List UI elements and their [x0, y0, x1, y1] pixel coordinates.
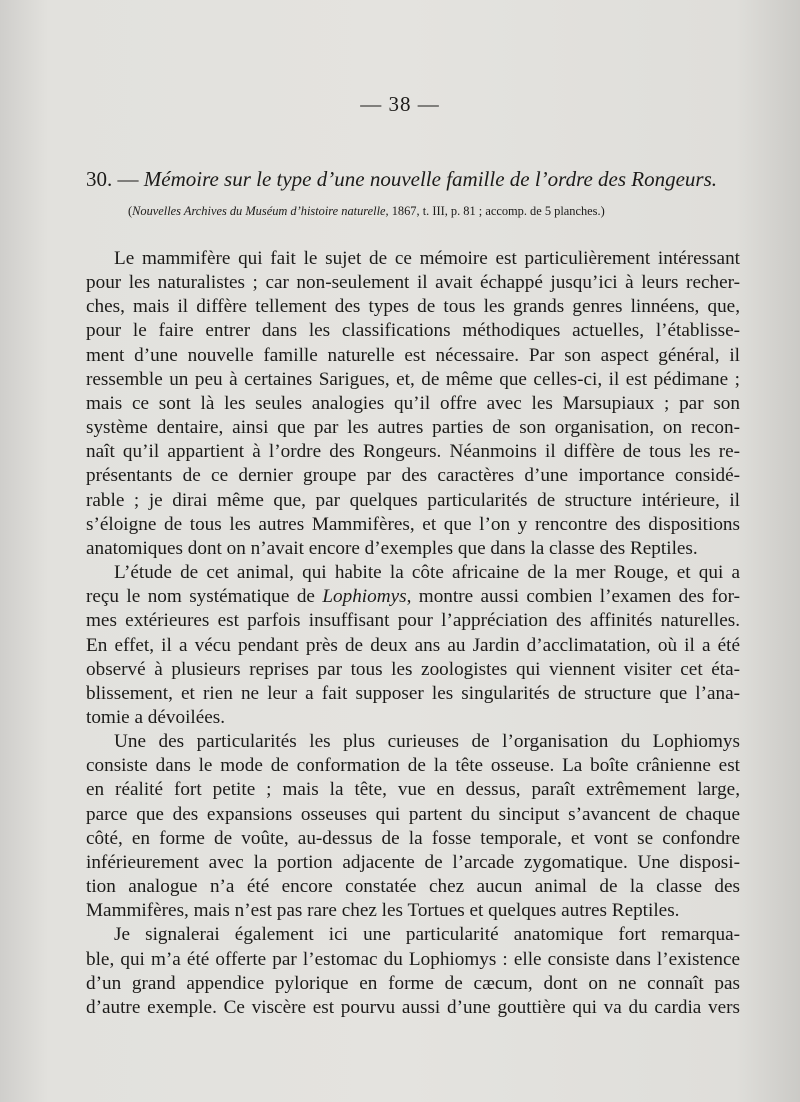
- text-line: observé à plusieurs reprises par tous les zoologistes qui viennent visiter cet éta-: [86, 658, 740, 680]
- text-line: présentants de ce dernier groupe par des caractères d’une importance considé-: [86, 465, 740, 487]
- citation: [128, 204, 605, 219]
- text-line: pour le faire entrer dans les classifications méthodiques actuelles, l’établisse-: [86, 320, 740, 342]
- text-line: système dentaire, ainsi que par les autres parties de son organisation, on recon-: [86, 417, 740, 439]
- paragraph: [86, 561, 740, 730]
- text-line: En effet, il a vécu pendant près de deux ans au Jardin d’acclimatation, où il a été: [86, 634, 740, 656]
- text-line: s’éloigne de tous les autres Mammifères, et que l’on y rencontre des dispositions: [86, 513, 740, 535]
- text-line: Une des particularités les plus curieuses de l’organisation du Lophiomys: [114, 731, 740, 753]
- text-line: L’étude de cet animal, qui habite la côte africaine de la mer Rouge, et qui a: [114, 562, 740, 584]
- text-line: reçu le nom systématique de Lophiomys, montre aussi combien l’examen des for-: [86, 586, 740, 608]
- text-line: parce que des expansions osseuses qui partent du sinciput s’avancent de chaque: [86, 803, 740, 825]
- entry-number: 30. —: [86, 167, 139, 191]
- citation-details: 1867, t. III, p. 81 ; accomp. de 5 planches.): [388, 204, 605, 218]
- paragraph: [86, 923, 740, 1020]
- text-line: ches, mais il diffère tellement des types de tous les grands genres linnéens, que,: [86, 296, 740, 318]
- text-line: d’un grand appendice pylorique en forme de cæcum, dont on ne connaît pas: [86, 972, 740, 994]
- text-line: consiste dans le mode de conformation de la tête osseuse. La boîte crânienne est: [86, 755, 740, 777]
- text-line: pour les naturalistes ; car non-seulement il avait échappé jusqu’ici à leurs recher-: [86, 272, 740, 294]
- text-line: inférieurement avec la portion adjacente de l’arcade zygomatique. Une disposi-: [86, 851, 740, 873]
- body-text: [86, 247, 740, 1020]
- text-line: ble, qui m’a été offerte par l’estomac du Lophiomys : elle consiste dans l’existence: [86, 948, 740, 970]
- paragraph: [86, 247, 740, 561]
- entry-heading: [86, 167, 726, 192]
- text-line: naît qu’il appartient à l’ordre des Rongeurs. Néanmoins il diffère de tous les re-: [86, 441, 740, 463]
- text-line: d’autre exemple. Ce viscère est pourvu aussi d’une gouttière qui va du cardia vers: [86, 996, 740, 1018]
- text-line: anatomiques dont on n’avait encore d’exemples que dans la classe des Reptiles.: [86, 537, 698, 559]
- text-line: tion analogue n’a été encore constatée chez aucun animal de la classe des: [86, 876, 740, 898]
- text-line: blissement, et rien ne leur a fait supposer les singularités de structure que l’ana-: [86, 682, 740, 704]
- italic-term: Lophiomys: [322, 586, 407, 608]
- text-line: tomie a dévoilées.: [86, 706, 226, 728]
- text-line: côté, en forme de voûte, au-dessus de la fosse temporale, et vont se confondre: [86, 827, 740, 849]
- text-line: Je signalerai également ici une particularité anatomique fort remarqua-: [114, 924, 740, 946]
- text-line: Mammifères, mais n’est pas rare chez les Tortues et quelques autres Reptiles.: [86, 900, 680, 922]
- text-line: rable ; je dirai même que, par quelques particularités de structure intérieure, il: [86, 489, 740, 511]
- citation-open: (: [128, 204, 133, 218]
- entry-title: Mémoire sur le type d’une nouvelle famille de l’ordre des Rongeurs.: [143, 167, 718, 191]
- paragraph: [86, 730, 740, 923]
- text-line: Le mammifère qui fait le sujet de ce mémoire est particulièrement intéressant: [114, 248, 740, 269]
- text-line: ressemble un peu à certaines Sarigues, et, de même que celles-ci, il est pédimane ;: [86, 368, 740, 390]
- text-line: mais ce sont là les seules analogies qu’il offre avec les Marsupiaux ; par son: [86, 392, 740, 414]
- page-number: — 38 —: [360, 92, 440, 116]
- text-line: mes extérieures est parfois insuffisant pour l’appréciation des affinités naturelles.: [86, 610, 740, 632]
- citation-journal: Nouvelles Archives du Muséum d’histoire naturelle,: [132, 204, 389, 218]
- text-line: ment d’une nouvelle famille naturelle est nécessaire. Par son aspect général, il: [86, 344, 740, 366]
- text-line: en réalité fort petite ; mais la tête, vue en dessus, paraît extrêmement large,: [86, 779, 740, 801]
